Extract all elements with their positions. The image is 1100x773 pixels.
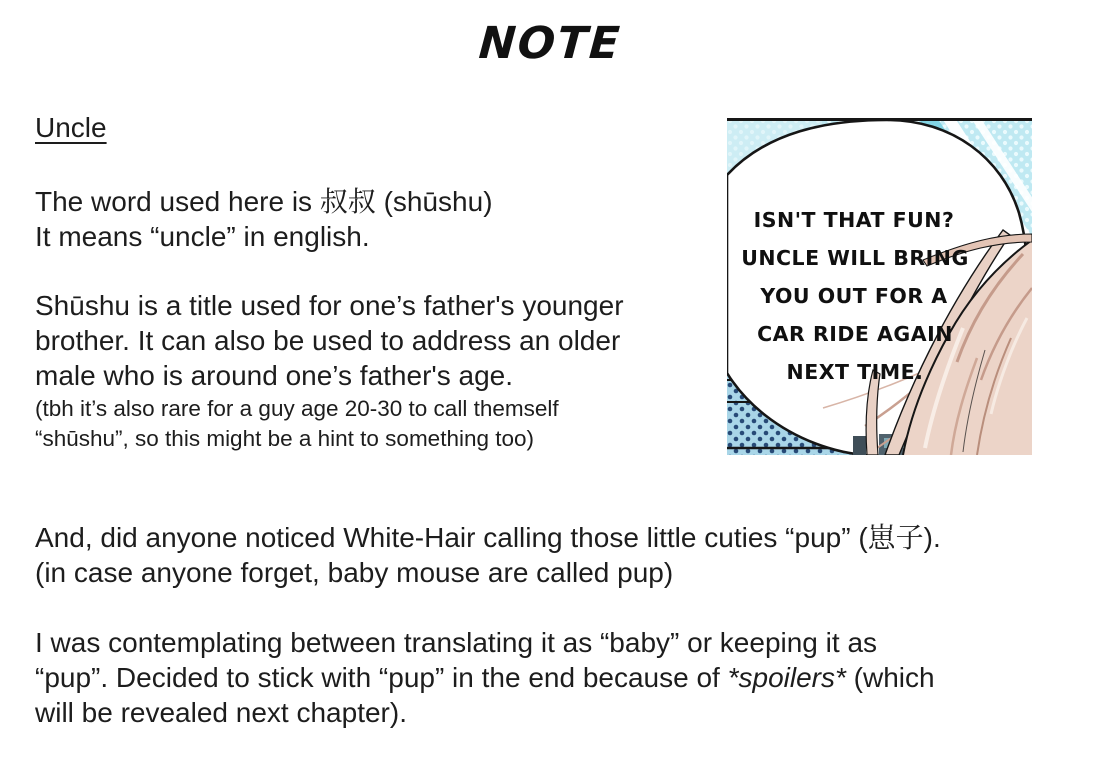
pup-paragraph (35, 520, 941, 590)
bubble-line: UNCLE WILL BRING (741, 246, 969, 270)
panel-top-border (727, 118, 1032, 121)
text-line: It means “uncle” in english. (35, 221, 370, 252)
text-line: Shūshu is a title used for one’s father's younger (35, 290, 624, 321)
text-line: “pup”. Decided to stick with “pup” in the end because of *spoilers* (which (35, 662, 935, 693)
text-line: (tbh it’s also rare for a guy age 20-30 to call themself (35, 396, 559, 421)
bubble-line: NEXT TIME. (786, 360, 924, 384)
text-line: And, did anyone noticed White-Hair calling those little cuties “pup” (崽子). (35, 522, 941, 553)
page-title: NOTE (477, 18, 623, 69)
text-line: brother. It can also be used to address an older (35, 325, 621, 356)
text-line: male who is around one’s father's age. (35, 360, 514, 391)
word-used-paragraph (35, 184, 493, 254)
bubble-line: YOU OUT FOR A (760, 284, 948, 308)
bubble-line: CAR RIDE AGAIN (757, 322, 953, 346)
text-line: will be revealed next chapter). (35, 697, 407, 728)
shushu-definition-paragraph (35, 288, 624, 393)
text-line: The word used here is 叔叔 (shūshu) (35, 186, 493, 217)
bubble-line: ISN'T THAT FUN? (753, 208, 955, 232)
spoilers-italic-text: *spoilers* (727, 662, 846, 693)
manga-panel-image (727, 118, 1032, 455)
uncle-heading: Uncle (35, 112, 107, 143)
text-line: “shūshu”, so this might be a hint to something too) (35, 426, 535, 451)
translation-choice-paragraph (35, 625, 935, 730)
text-line: (in case anyone forget, baby mouse are called pup) (35, 557, 674, 588)
text-line: I was contemplating between translating it as “baby” or keeping it as (35, 627, 878, 658)
translator-aside-note (35, 394, 559, 454)
